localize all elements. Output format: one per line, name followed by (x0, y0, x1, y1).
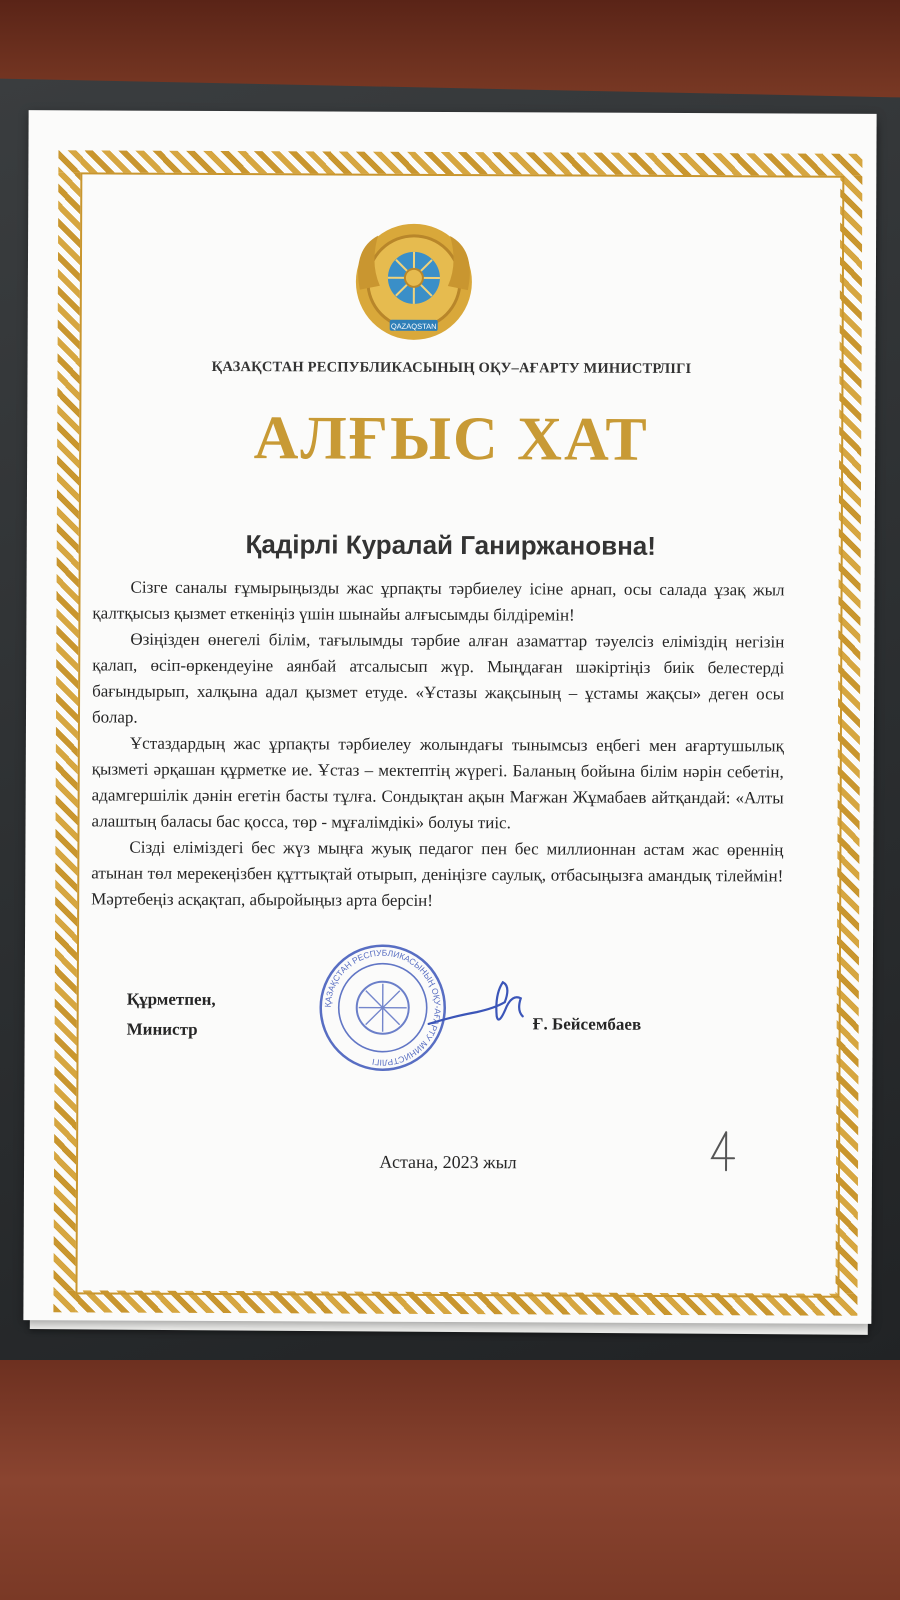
place-and-year: Астана, 2023 жыл (379, 1151, 517, 1173)
addressee: Қадірлі Куралай Ганиржановна! (245, 529, 657, 561)
ministry-name: ҚАЗАҚСТАН РЕСПУБЛИКАСЫНЫҢ ОҚУ–АҒАРТУ МИНИСТРЛІГІ (211, 358, 692, 378)
paragraph: Сізге саналы ғұмырыңызды жас ұрпақты тәрбиелеу ісіне арнап, осы салада ұзақ жыл қалтқысыз қызмет еткеніңіз үшін шынайы алғысымды білдіремін! (92, 577, 785, 625)
signer-name: Ғ. Бейсембаев (532, 1014, 642, 1034)
closing-regards: Құрметпен, (126, 989, 216, 1009)
signer-position: Министр (126, 1019, 198, 1039)
svg-text:QAZAQSTAN: QAZAQSTAN (390, 321, 437, 331)
state-emblem-icon (346, 220, 483, 347)
certificate-sheet (23, 110, 876, 1324)
paragraph: Ұстаздардың жас ұрпақты тәрбиелеу жолындағы тынымсыз еңбегі мен ағартушылық қызметі әрқашан құрметке ие. Ұстаз – мектептің жүрегі. Баланың бойына білім нәрін себетін, адамгершілік дәнін егетін басты тұлға. Сондықтан ақын Мағжан Жұмабаев айтқандай: «Алты алаштың баласы бас қосса, төр - мұғалімдікі» болуы тиіс. (91, 733, 784, 833)
handwritten-signature (425, 972, 535, 1042)
handwritten-page-number (702, 1128, 742, 1174)
letter-body (91, 574, 784, 915)
desk-edge (0, 1360, 900, 1600)
paragraph: Сізді еліміздегі бес жүз мыңға жуық педагог пен бес миллионнан астам жас өреннің атынан төл мерекеңізбен құттықтай отырып, деніңізге саулық, отбасыңызға амандық тілеймін! Мәртебеңіз асқақтап, абыройыңыз арта берсін! (91, 837, 784, 910)
closing-block (127, 985, 216, 1045)
document-title: АЛҒЫС ХАТ (253, 404, 649, 474)
svg-text:ҚАЗАҚСТАН РЕСПУБЛИКАСЫНЫҢ ОҚУ-: ҚАЗАҚСТАН РЕСПУБЛИКАСЫНЫҢ ОҚУ-АҒАРТУ МИНИСТРЛІГІ (322, 947, 443, 1068)
paragraph: Өзіңізден өнегелі білім, тағылымды тәрбие алған азаматтар тәуелсіз еліміздің негізін қалап, өсіп-өркендеуіне аянбай атсалысып жүр. Мыңдаған шәкіртіңіз биік белестерді бағындырып, халқына адал қызмет етуде. «Ұстазы жақсының – ұстамы жақсы» деген осы болар. (91, 629, 785, 727)
